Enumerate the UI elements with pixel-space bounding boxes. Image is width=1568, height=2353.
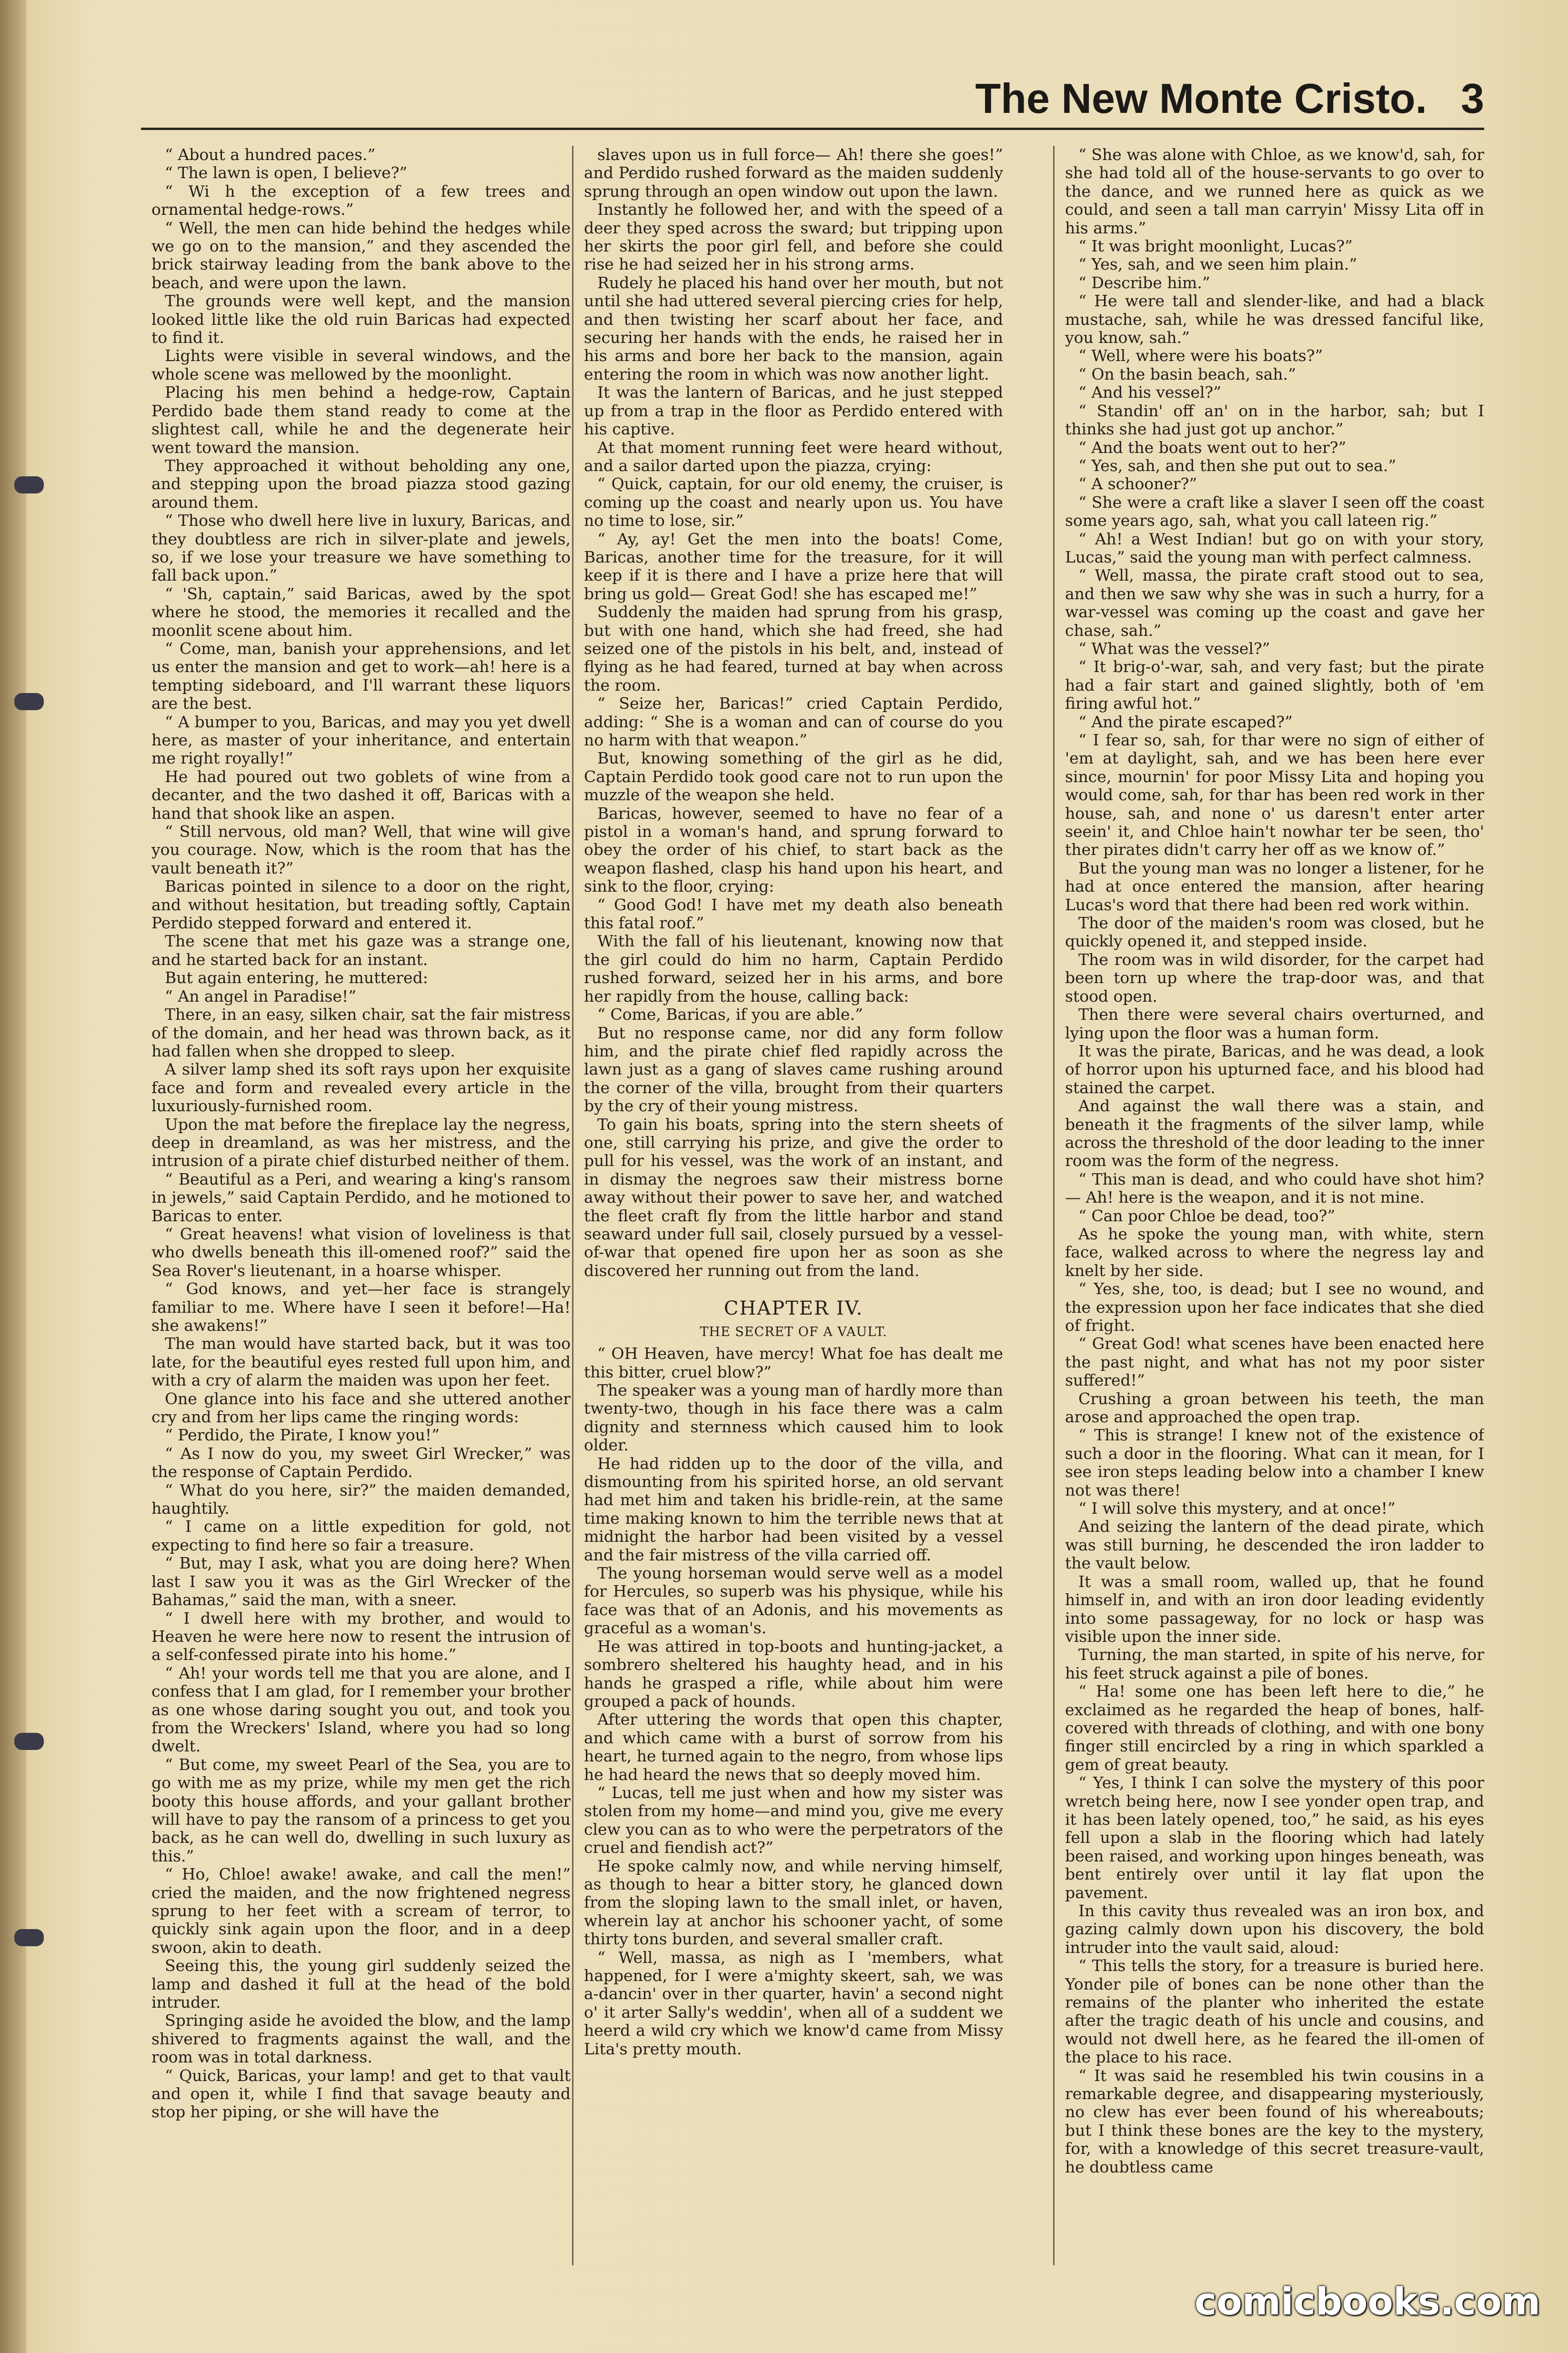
paragraph: “ A schooner?” (1078, 474, 1197, 493)
paragraph: “ OH Heaven, have mercy! What foe has dealt me this bitter, cruel blow?” (584, 1344, 1003, 1381)
paragraph: “ Yes, I think I can solve the mystery of this poor wretch being here, now I see yonder open trap, and it has been lately opened, too,” he said, as his eyes fell upon a slab in the flooring which had lately been raised, and working upon hinges beneath, was bent entirely over until it lay flat upon the pavement. (1065, 1773, 1484, 1902)
paragraph: “ A bumper to you, Baricas, and may you yet dwell here, as master of your inheritance, and entertain me right royally!” (151, 712, 571, 768)
text-column-3 (1065, 146, 1484, 2265)
paragraph: They approached it without beholding any one, and stepping upon the broad piazza stood gazing around them. (151, 456, 571, 512)
paragraph: He had poured out two goblets of wine from a decanter, and the two dashed it off, Baricas with a hand that shook like an aspen. (151, 767, 571, 823)
paragraph: “ About a hundred paces.” (165, 146, 376, 164)
paragraph: “ This tells the story, for a treasure is buried here. Yonder pile of bones can be none other than the remains of the planter who inherited the estate after the tragic death of his uncle and cousins, and would not dwell here, as he feared the ill-omen of the place to his race. (1065, 1956, 1484, 2067)
paragraph: “ Those who dwell here live in luxury, Baricas, and they doubtless are rich in silver-plate and jewels, so, if we lose your treasure we have something to fall back upon.” (151, 511, 571, 585)
column-2-text-before-chapter (584, 146, 1003, 1280)
paragraph: The speaker was a young man of hardly more than twenty-two, though in his face there was a calm dignity and sternness which caused him to look older. (584, 1381, 1003, 1455)
paragraph: “ It brig-o'-war, sah, and very fast; but the pirate had a fair start and gained slightly, both of 'em firing awful hot.” (1065, 657, 1484, 713)
paragraph: The young horseman would serve well as a model for Hercules, so superb was his physique, while his face was that of an Adonis, and his movements as graceful as a woman's. (584, 1564, 1003, 1638)
paragraph: “ He were tall and slender-like, and had a black mustache, sah, while he was dressed fanciful like, you know, sah.” (1065, 292, 1484, 347)
binding-spine (0, 0, 26, 2353)
paragraph: Then there were several chairs overturned, and lying upon the floor was a human form. (1065, 1005, 1484, 1042)
paragraph: “ But come, my sweet Pearl of the Sea, you are to go with me as my prize, while my men get the rich booty this house affords, and your gallant brother will have to pay the ransom of a princess to get you back, as he can well do, dwelling in such luxury as this.” (151, 1755, 571, 1865)
paragraph: But, knowing something of the girl as he did, Captain Perdido took good care not to run upon the muzzle of the weapon she held. (584, 749, 1003, 804)
paragraph: “ Yes, sah, and we seen him plain.” (1078, 255, 1357, 274)
binding-stitch (14, 693, 44, 710)
paragraph: “ I will solve this mystery, and at once!” (1078, 1499, 1396, 1518)
paragraph: Springing aside he avoided the blow, and the lamp shivered to fragments against the wall, and the room was in total darkness. (151, 2011, 571, 2067)
paragraph: The man would have started back, but it was too late, for the beautiful eyes rested full upon him, and with a cry of alarm the maiden was upon her feet. (151, 1334, 571, 1390)
paragraph: “ I fear so, sah, for thar were no sign of either of 'em at daylight, sah, and we has been here ever since, mournin' for poor Missy Lita and hoping you would come, sah, for thar has been red work in ther house, sah, and none o' us daresn't enter arter seein' it, and Chloe hain't nowhar ter be seen, tho' ther pirates didn't carry her off as we know of.” (1065, 731, 1484, 859)
paragraph: As he spoke the young man, with white, stern face, walked across to where the negress lay and knelt by her side. (1065, 1224, 1484, 1280)
paragraph: “ Well, where were his boats?” (1078, 346, 1323, 365)
paragraph: slaves upon us in full force— Ah! there she goes!” and Perdido rushed forward as the maiden suddenly sprung through an open window out upon the lawn. (584, 146, 1003, 201)
paragraph: “ Come, man, banish your apprehensions, and let us enter the mansion and get to work—ah! here is a tempting sideboard, and I'll warrant these liquors are the best. (151, 639, 571, 713)
paragraph: “ Good God! I have met my death also beneath this fatal roof.” (584, 895, 1003, 933)
paragraph: “ I came on a little expedition for gold, not expecting to find here so fair a treasure. (151, 1517, 571, 1554)
paragraph: “ It was bright moonlight, Lucas?” (1078, 237, 1353, 256)
paragraph: “ Ha! some one has been left here to die,” he exclaimed as he regarded the heap of bones, half-covered with threads of clothing, and with one bony finger still encircled by a ring in which sparkled a gem of great beauty. (1065, 1682, 1484, 1774)
paragraph: It was the pirate, Baricas, and he was dead, a look of horror upon his upturned face, and his blood had stained the carpet. (1065, 1041, 1484, 1097)
paragraph: Turning, the man started, in spite of his nerve, for his feet struck against a pile of bones. (1065, 1645, 1484, 1682)
paragraph: After uttering the words that open this chapter, and which came with a burst of sorrow from his heart, he turned again to the negro, from whose lips he had heard the news that so deeply moved him. (584, 1710, 1003, 1784)
paragraph: “ Great heavens! what vision of loveliness is that who dwells beneath this ill-omened roof?” said the Sea Rover's lieutenant, in a hoarse whisper. (151, 1224, 571, 1280)
paragraph: “ This man is dead, and who could have shot him?— Ah! here is the weapon, and it is not mine. (1065, 1169, 1484, 1207)
paragraph: To gain his boats, spring into the stern sheets of one, still carrying his prize, and give the order to pull for his vessel, was the work of an instant, and in dismay the negroes saw their mistress borne away without their power to save her, and watched the fleet craft fly from the little harbor and stand seaward under full sail, closely pursued by a vessel-of-war that opened fire upon her as soon as she discovered her running out from the land. (584, 1115, 1003, 1280)
paragraph: “ On the basin beach, sah.” (1078, 364, 1296, 383)
paragraph: But the young man was no longer a listener, for he had at once entered the mansion, after hearing Lucas's word that there had been red work within. (1065, 858, 1484, 914)
paragraph: Crushing a groan between his teeth, the man arose and approached the open trap. (1065, 1389, 1484, 1427)
paragraph: Lights were visible in several windows, and the whole scene was mellowed by the moonlight. (151, 346, 571, 383)
paragraph: Rudely he placed his hand over her mouth, but not until she had uttered several piercing cries for help, and then twisting her scarf about her face, and securing her hands with the ends, he raised her in his arms and bore her back to the mansion, again entering the room in which was now another light. (584, 273, 1003, 383)
paragraph: “ Seize her, Baricas!” cried Captain Perdido, adding: “ She is a woman and can of course do you no harm with that weapon.” (584, 694, 1003, 749)
paragraph: One glance into his face and she uttered another cry and from her lips came the ringing words: (151, 1389, 571, 1427)
text-column-2 (584, 146, 1003, 2265)
watermark-text: comicbooks.com (1194, 2281, 1540, 2323)
paragraph: “ But, may I ask, what you are doing here? When last I saw you it was as the Girl Wrecker of the Bahamas,” said the man, with a sneer. (151, 1554, 571, 1609)
paragraph: But no response came, nor did any form follow him, and the pirate chief fled rapidly across the lawn just as a gang of slaves came rushing around the corner of the villa, brought from their quarters by the cry of their young mistress. (584, 1023, 1003, 1116)
paragraph: A silver lamp shed its soft rays upon her exquisite face and form and revealed every article in the luxuriously-furnished room. (151, 1060, 571, 1116)
paragraph: “ Ah! a West Indian! but go on with your story, Lucas,” said the young man with perfect calmness. (1065, 529, 1484, 566)
paragraph: Placing his men behind a hedge-row, Captain Perdido bade them stand ready to come at the slightest call, while he and the degenerate heir went toward the mansion. (151, 383, 571, 457)
column-divider (572, 146, 573, 2265)
paragraph: The scene that met his gaze was a strange one, and he started back for an instant. (151, 932, 571, 969)
paragraph: “ Perdido, the Pirate, I know you!” (165, 1426, 440, 1445)
paragraph: “ And the pirate escaped?” (1078, 712, 1293, 731)
paragraph: “ Ah! your words tell me that you are alone, and I confess that I am glad, for I remember your brother as one whose daring sought you out, and took you from the Wreckers' Island, where you had so long dwelt. (151, 1663, 571, 1756)
paragraph: He was attired in top-boots and hunting-jacket, a sombrero sheltered his haughty head, and in his hands he grasped a rifle, while about him were grouped a pack of hounds. (584, 1637, 1003, 1710)
paragraph: “ Ho, Chloe! awake! awake, and call the men!” cried the maiden, and the now frightened negress sprung to her feet with a scream of terror, to quickly sink again upon the floor, and in a deep swoon, akin to death. (151, 1865, 571, 1957)
paragraph: With the fall of his lieutenant, knowing now that the girl could do him no harm, Captain Perdido rushed forward, seized her in his arms, and bore her rapidly from the house, calling back: (584, 932, 1003, 1006)
paragraph: “ Well, massa, the pirate craft stood out to sea, and then we saw why she was in such a hurry, for a war-vessel was coming up the coast and gave her chase, sah.” (1065, 566, 1484, 640)
paragraph: “ An angel in Paradise!” (165, 986, 356, 1006)
paragraph: “ What do you here, sir?” the maiden demanded, haughtily. (151, 1480, 571, 1518)
column-divider (1053, 146, 1055, 2265)
paragraph: “ I dwell here with my brother, and would to Heaven he were here now to resent the intrusion of a self-confessed pirate into his home.” (151, 1609, 571, 1664)
paragraph: Upon the mat before the fireplace lay the negress, deep in dreamland, as was her mistress, and the intrusion of a pirate chief disturbed neither of them. (151, 1115, 571, 1170)
paragraph: “ She were a craft like a slaver I seen off the coast some years ago, sah, what you call lateen rig.” (1065, 493, 1484, 530)
paragraph: “ It was said he resembled his twin cousins in a remarkable degree, and disappearing mysteriously, no clew has ever been found of his whereabouts; but I think these bones are the key to the mystery, for, with a knowledge of this secret treasure-vault, he doubtless came (1065, 2066, 1484, 2176)
paragraph: “ Wi h the exception of a few trees and ornamental hedge-rows.” (151, 181, 571, 219)
paragraph: “ Still nervous, old man? Well, that wine will give you courage. Now, which is the room that has the vault beneath it?” (151, 822, 571, 877)
paragraph: “ Yes, she, too, is dead; but I see no wound, and the expression upon her face indicates that she died of fright. (1065, 1279, 1484, 1335)
paragraph: “ God knows, and yet—her face is strangely familiar to me. Where have I seen it before!—Ha! she awakens!” (151, 1279, 571, 1335)
paragraph: And seizing the lantern of the dead pirate, which was still burning, he descended the iron ladder to the vault below. (1065, 1517, 1484, 1573)
paragraph: “ She was alone with Chloe, as we know'd, sah, for she had told all of the house-servants to go over to the dance, and we runned here as quick as we could, and seen a tall man carryin' Missy Lita off in his arms.” (1065, 146, 1484, 237)
paragraph: “ Standin' off an' on in the harbor, sah; but I thinks she had just got up anchor.” (1065, 401, 1484, 439)
paragraph: “ Describe him.” (1078, 273, 1210, 292)
paragraph: “ The lawn is open, I believe?” (165, 163, 408, 182)
paragraph: In this cavity thus revealed was an iron box, and gazing calmly down upon his discovery, the bold intruder into the vault said, aloud: (1065, 1901, 1484, 1957)
paragraph: “ 'Sh, captain,” said Baricas, awed by the spot where he stood, the memories it recalled and the moonlit scene about him. (151, 584, 571, 640)
page-title: The New Monte Cristo. (975, 75, 1427, 122)
paragraph: Baricas pointed in silence to a door on the right, and without hesitation, but treading softly, Captain Perdido stepped forward and entered it. (151, 877, 571, 933)
paragraph: There, in an easy, silken chair, sat the fair mistress of the domain, and her head was thrown back, as it had fallen when she dropped to sleep. (151, 1005, 571, 1060)
binding-stitch (14, 1733, 44, 1750)
page-header (141, 74, 1484, 120)
binding-stitch (14, 476, 44, 493)
paragraph: “ Lucas, tell me just when and how my sister was stolen from my home—and mind you, give me every clew you can as to who were the perpetrators of the cruel and fiendish act?” (584, 1783, 1003, 1857)
paragraph: “ Can poor Chloe be dead, too?” (1078, 1206, 1336, 1225)
paragraph: “ This is strange! I knew not of the existence of such a door in the flooring. What can it mean, for I see iron steps leading below into a chamber I knew not was there! (1065, 1426, 1484, 1499)
paragraph: “ Come, Baricas, if you are able.” (597, 1005, 863, 1024)
paragraph: But again entering, he muttered: (165, 968, 428, 987)
paragraph: “ Quick, captain, for our old enemy, the cruiser, is coming up the coast and nearly upon us. You have no time to lose, sir.” (584, 474, 1003, 530)
paragraph: “ Quick, Baricas, your lamp! and get to that vault and open it, while I find that savage beauty and stop her piping, or she will have the (151, 2066, 571, 2122)
paragraph: And against the wall there was a stain, and beneath it the fragments of the silver lamp, while across the threshold of the door leading to the inner room was the form of the negress. (1065, 1096, 1484, 1170)
paragraph: “ Well, massa, as nigh as I 'members, what happened, for I were a'mighty skeert, sah, we was a-dancin' over in ther quarter, havin' a second night o' it arter Sally's weddin', when all of a suddent we heerd a wild cry which we know'd came from Missy Lita's pretty mouth. (584, 1948, 1003, 2058)
paragraph: He spoke calmly now, and while nerving himself, as though to hear a bitter story, he glanced down from the sloping lawn to the small inlet, or haven, wherein lay at anchor his schooner yacht, of some thirty tons burden, and several smaller craft. (584, 1856, 1003, 1949)
header-rule (141, 128, 1484, 130)
paragraph: The room was in wild disorder, for the carpet had been torn up where the trap-door was, and that stood open. (1065, 950, 1484, 1006)
paragraph: Suddenly the maiden had sprung from his grasp, but with one hand, which she had freed, she had seized one of the pistols in his belt, and, instead of flying as he had feared, turned at bay when across the room. (584, 603, 1003, 694)
text-column-1 (151, 146, 571, 2265)
paragraph: At that moment running feet were heard without, and a sailor darted upon the piazza, crying: (584, 438, 1003, 475)
column-2-text-after-chapter (584, 1345, 1003, 2058)
paragraph: He had ridden up to the door of the villa, and dismounting from his spirited horse, an old servant had met him and taken his bridle-rein, at the same time making known to him the terrible news that at midnight the harbor had been visited by a vessel and the fair mistress of the villa carried off. (584, 1454, 1003, 1564)
paragraph: It was a small room, walled up, that he found himself in, and with an iron door leading evidently into some passageway, for no lock or hasp was visible upon the inner side. (1065, 1572, 1484, 1646)
paragraph: “ And the boats went out to her?” (1078, 438, 1347, 457)
paragraph: “ What was the vessel?” (1078, 639, 1270, 658)
paragraph: “ Great God! what scenes have been enacted here the past night, and what has not my poor sister suffered!” (1065, 1334, 1484, 1390)
paragraph: “ Yes, sah, and then she put out to sea.” (1078, 456, 1397, 475)
paragraph: “ Beautiful as a Peri, and wearing a king's ransom in jewels,” said Captain Perdido, and he motioned to Baricas to enter. (151, 1169, 571, 1225)
paragraph: Baricas, however, seemed to have no fear of a pistol in a woman's hand, and sprung forward to obey the order of his chief, to start back as the weapon flashed, clasp his hand upon his heart, and sink to the floor, crying: (584, 804, 1003, 896)
paragraph: “ As I now do you, my sweet Girl Wrecker,” was the response of Captain Perdido. (151, 1444, 571, 1481)
paragraph: Instantly he followed her, and with the speed of a deer they sped across the sward; but tripping upon her skirts the poor girl fell, and before she could rise he had seized her in his strong arms. (584, 200, 1003, 274)
paragraph: “ And his vessel?” (1078, 383, 1221, 402)
paragraph: The door of the maiden's room was closed, but he quickly opened it, and stepped inside. (1065, 914, 1484, 951)
binding-stitch (14, 1929, 44, 1946)
paragraph: “ Ay, ay! Get the men into the boats! Come, Baricas, another time for the treasure, for it will keep if it is there and I have a prize here that will bring us gold— Great God! she has escaped me!” (584, 529, 1003, 603)
paragraph: “ Well, the men can hide behind the hedges while we go on to the mansion,” and they ascended the brick stairway leading from the bank above to the beach, and were upon the lawn. (151, 218, 571, 292)
page-number: 3 (1461, 75, 1484, 122)
paragraph: The grounds were well kept, and the mansion looked little like the old ruin Baricas had expected to find it. (151, 292, 571, 347)
paragraph: Seeing this, the young girl suddenly seized the lamp and dashed it full at the head of the bold intruder. (151, 1956, 571, 2012)
chapter-subtitle: THE SECRET OF A VAULT. (700, 1325, 887, 1340)
chapter-heading: CHAPTER IV. (724, 1297, 864, 1320)
paragraph: It was the lantern of Baricas, and he just stepped up from a trap in the floor as Perdido entered with his captive. (584, 383, 1003, 439)
